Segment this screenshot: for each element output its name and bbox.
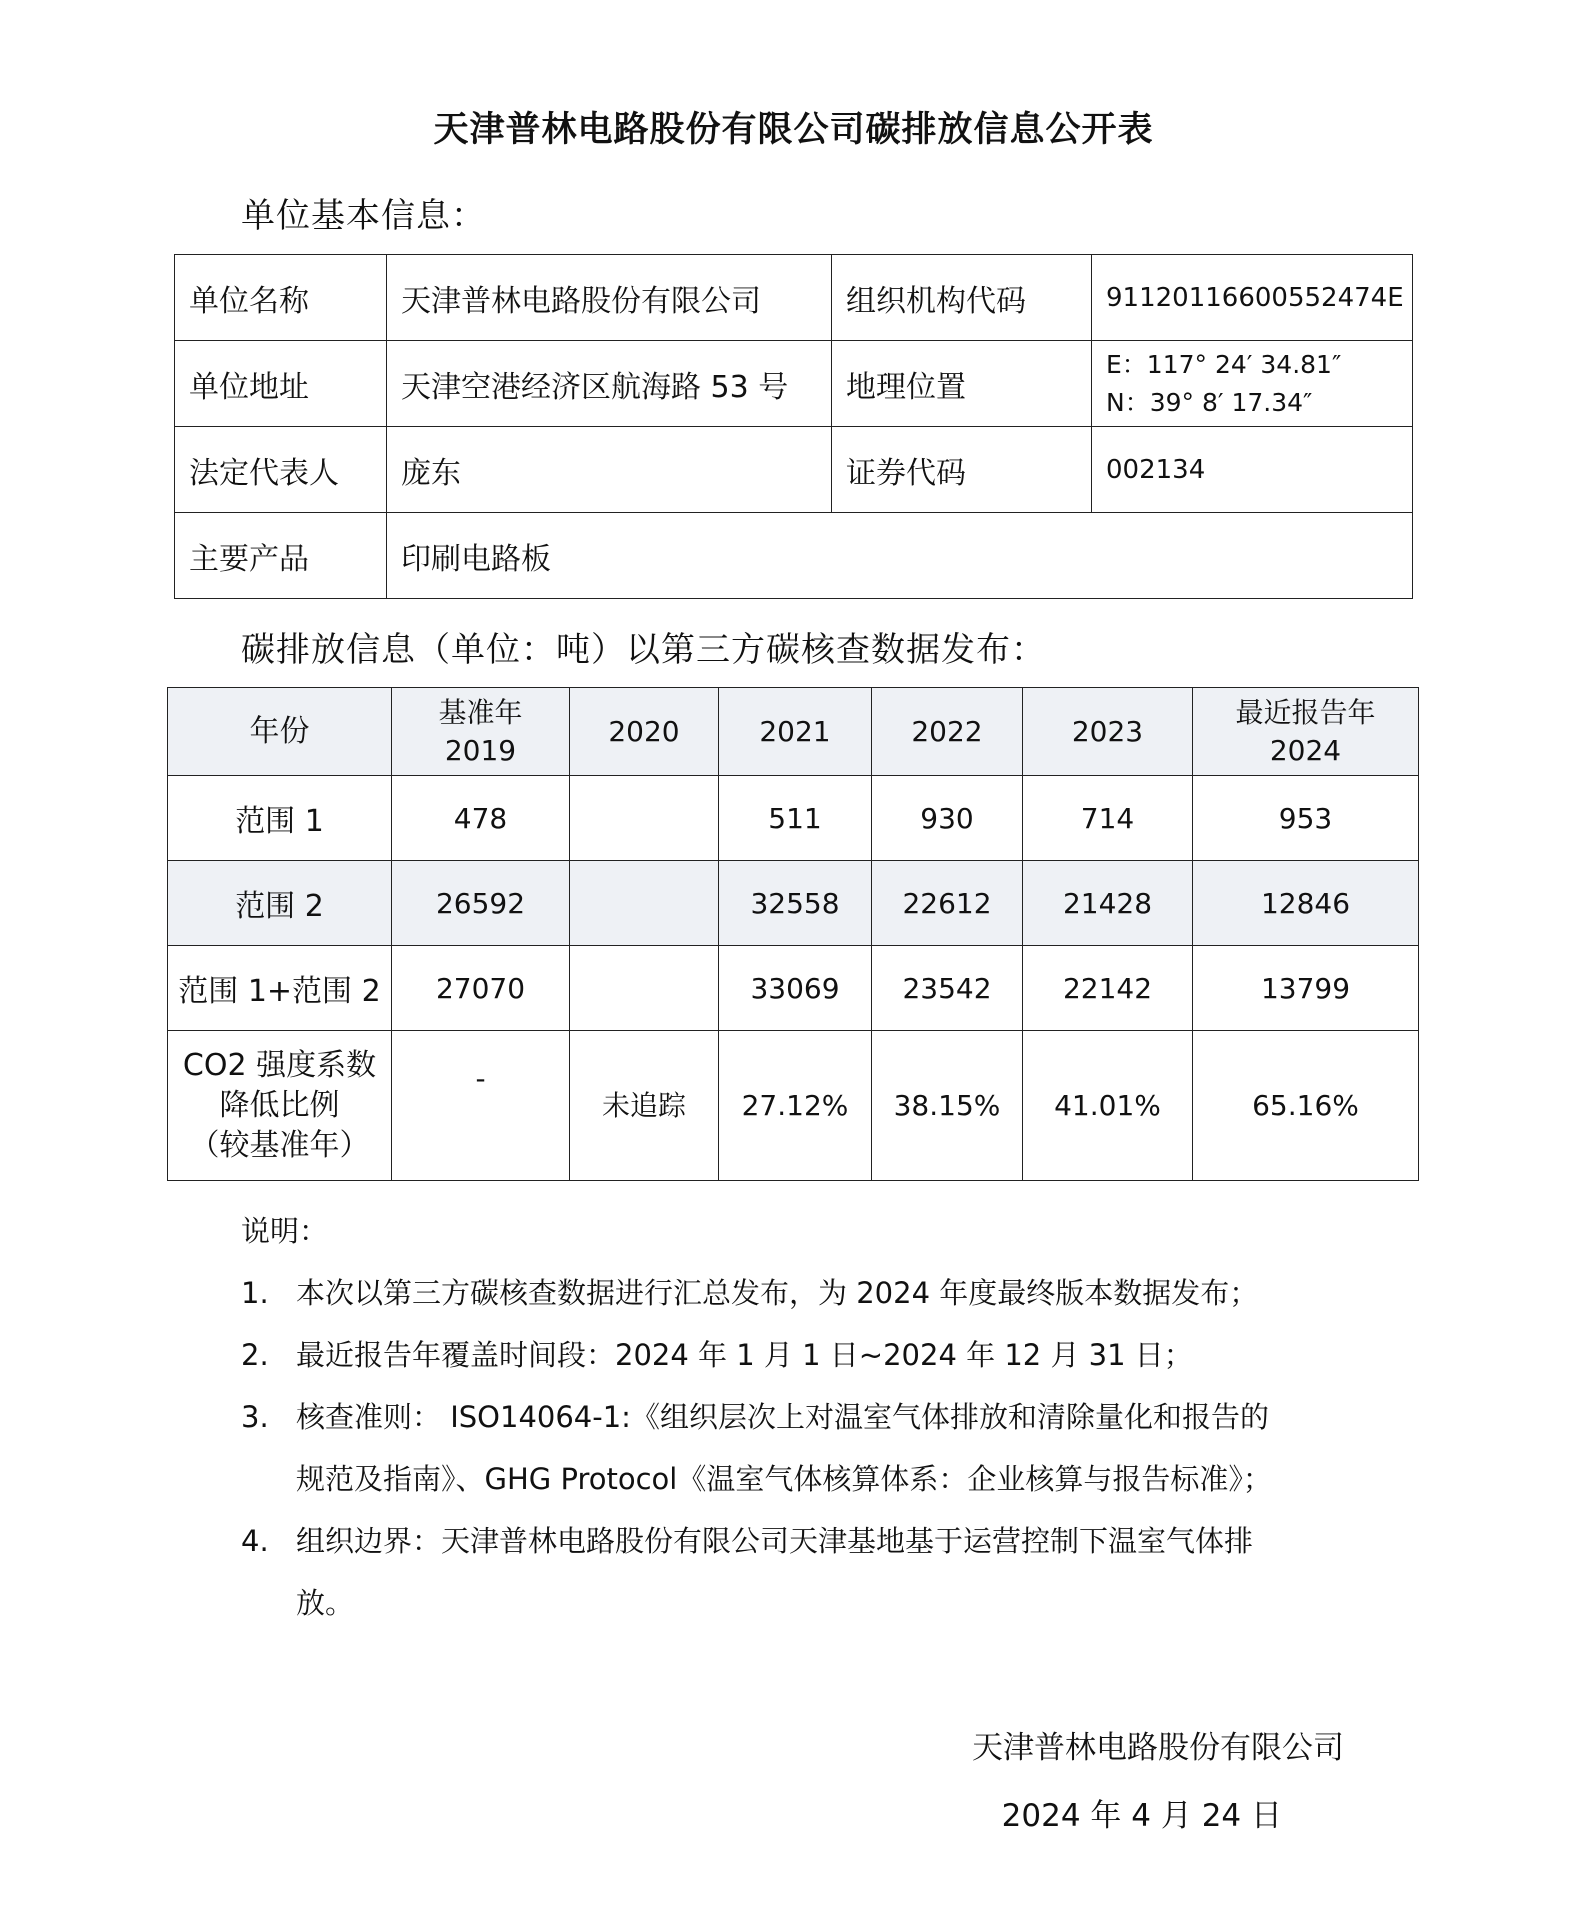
base-year-header bbox=[392, 688, 570, 776]
note-item bbox=[241, 1510, 1361, 1634]
note-text bbox=[296, 1386, 1361, 1510]
document-title: 天津普林电路股份有限公司碳排放信息公开表 bbox=[433, 110, 1154, 150]
row-label-line: CO2 强度系数 bbox=[182, 1047, 377, 1083]
table-cell: 26592 bbox=[392, 861, 570, 946]
organization-code: 91120116600552474E bbox=[1092, 255, 1413, 341]
info-value: 天津空港经济区航海路 53 号 bbox=[387, 341, 832, 427]
note-item bbox=[241, 1386, 1361, 1510]
stock-code: 002134 bbox=[1092, 427, 1413, 513]
basic-info-table bbox=[174, 254, 1413, 599]
note-text bbox=[296, 1324, 1361, 1386]
note-text bbox=[296, 1510, 1361, 1634]
table-cell bbox=[570, 776, 719, 861]
info-value: 印刷电路板 bbox=[387, 513, 1413, 599]
table-cell bbox=[570, 946, 719, 1031]
emissions-table bbox=[167, 687, 1419, 1181]
note-line: 规范及指南》、GHG Protocol《温室气体核算体系：企业核算与报告标准》； bbox=[296, 1462, 1272, 1496]
table-row bbox=[175, 513, 1413, 599]
table-row-scope-2 bbox=[168, 861, 1419, 946]
table-row bbox=[175, 255, 1413, 341]
table-cell: 41.01% bbox=[1023, 1031, 1193, 1181]
row-label bbox=[168, 1031, 392, 1181]
note-number: 2. bbox=[241, 1338, 269, 1372]
table-cell: 953 bbox=[1193, 776, 1419, 861]
table-header-row bbox=[168, 688, 1419, 776]
base-year-label: 基准年 bbox=[438, 695, 523, 729]
table-cell: 38.15% bbox=[872, 1031, 1023, 1181]
note-item bbox=[241, 1262, 1361, 1324]
table-cell: 12846 bbox=[1193, 861, 1419, 946]
longitude: E：117° 24′ 34.81″ bbox=[1106, 349, 1342, 379]
table-cell bbox=[570, 861, 719, 946]
info-label: 单位名称 bbox=[175, 255, 387, 341]
table-cell: 32558 bbox=[719, 861, 872, 946]
table-cell: 21428 bbox=[1023, 861, 1193, 946]
year-2023-header: 2023 bbox=[1023, 688, 1193, 776]
info-label: 法定代表人 bbox=[175, 427, 387, 513]
table-cell: 930 bbox=[872, 776, 1023, 861]
table-cell: 22612 bbox=[872, 861, 1023, 946]
note-line: 本次以第三方碳核查数据进行汇总发布，为 2024 年度最终版本数据发布； bbox=[296, 1276, 1259, 1310]
info-label: 组织机构代码 bbox=[832, 255, 1092, 341]
emissions-heading: 碳排放信息（单位：吨）以第三方碳核查数据发布： bbox=[241, 630, 1046, 670]
table-row bbox=[175, 341, 1413, 427]
latest-year-label: 最近报告年 bbox=[1235, 695, 1376, 729]
note-number: 3. bbox=[241, 1400, 269, 1434]
table-row-intensity-reduction bbox=[168, 1031, 1419, 1181]
latest-year-header bbox=[1193, 688, 1419, 776]
row-label-line: （较基准年） bbox=[189, 1127, 370, 1163]
row-label: 范围 1 bbox=[168, 776, 392, 861]
info-label: 单位地址 bbox=[175, 341, 387, 427]
info-label: 地理位置 bbox=[832, 341, 1092, 427]
info-label: 主要产品 bbox=[175, 513, 387, 599]
year-header: 年份 bbox=[168, 688, 392, 776]
table-cell: 23542 bbox=[872, 946, 1023, 1031]
geo-location bbox=[1092, 341, 1413, 427]
note-line: 组织边界：天津普林电路股份有限公司天津基地基于运营控制下温室气体排 bbox=[296, 1524, 1254, 1558]
signature-company: 天津普林电路股份有限公司 bbox=[972, 1730, 1344, 1766]
info-value: 天津普林电路股份有限公司 bbox=[387, 255, 832, 341]
row-label: 范围 2 bbox=[168, 861, 392, 946]
table-cell: 13799 bbox=[1193, 946, 1419, 1031]
table-cell: 22142 bbox=[1023, 946, 1193, 1031]
notes-section bbox=[241, 1200, 1361, 1634]
table-row bbox=[175, 427, 1413, 513]
note-number: 1. bbox=[241, 1276, 269, 1310]
note-line: 放。 bbox=[296, 1586, 355, 1620]
note-number: 4. bbox=[241, 1524, 269, 1558]
note-item bbox=[241, 1324, 1361, 1386]
info-label: 证券代码 bbox=[832, 427, 1092, 513]
table-cell: 65.16% bbox=[1193, 1031, 1419, 1181]
table-row-scope-1 bbox=[168, 776, 1419, 861]
year-2022-header: 2022 bbox=[872, 688, 1023, 776]
table-cell: - bbox=[392, 1031, 570, 1181]
year-2021-header: 2021 bbox=[719, 688, 872, 776]
table-cell: 33069 bbox=[719, 946, 872, 1031]
signature-date: 2024 年 4 月 24 日 bbox=[1001, 1798, 1282, 1834]
year-2020-header: 2020 bbox=[570, 688, 719, 776]
note-text bbox=[296, 1262, 1361, 1324]
table-cell: 511 bbox=[719, 776, 872, 861]
latitude: N：39° 8′ 17.34″ bbox=[1106, 387, 1313, 417]
info-value: 庞东 bbox=[387, 427, 832, 513]
note-line: 最近报告年覆盖时间段：2024 年 1 月 1 日~2024 年 12 月 31 日； bbox=[296, 1338, 1193, 1372]
table-cell: 478 bbox=[392, 776, 570, 861]
table-cell: 714 bbox=[1023, 776, 1193, 861]
table-cell: 27070 bbox=[392, 946, 570, 1031]
latest-year-value: 2024 bbox=[1269, 733, 1342, 767]
row-label: 范围 1+范围 2 bbox=[168, 946, 392, 1031]
notes-label: 说明： bbox=[241, 1214, 329, 1248]
note-line: 核查准则： ISO14064-1:《组织层次上对温室气体排放和清除量化和报告的 bbox=[296, 1400, 1269, 1434]
table-cell: 未追踪 bbox=[570, 1031, 719, 1181]
basic-info-heading: 单位基本信息： bbox=[241, 196, 486, 236]
row-label-line: 降低比例 bbox=[219, 1087, 340, 1123]
table-row-scope-total bbox=[168, 946, 1419, 1031]
base-year-value: 2019 bbox=[444, 733, 517, 767]
table-cell: 27.12% bbox=[719, 1031, 872, 1181]
